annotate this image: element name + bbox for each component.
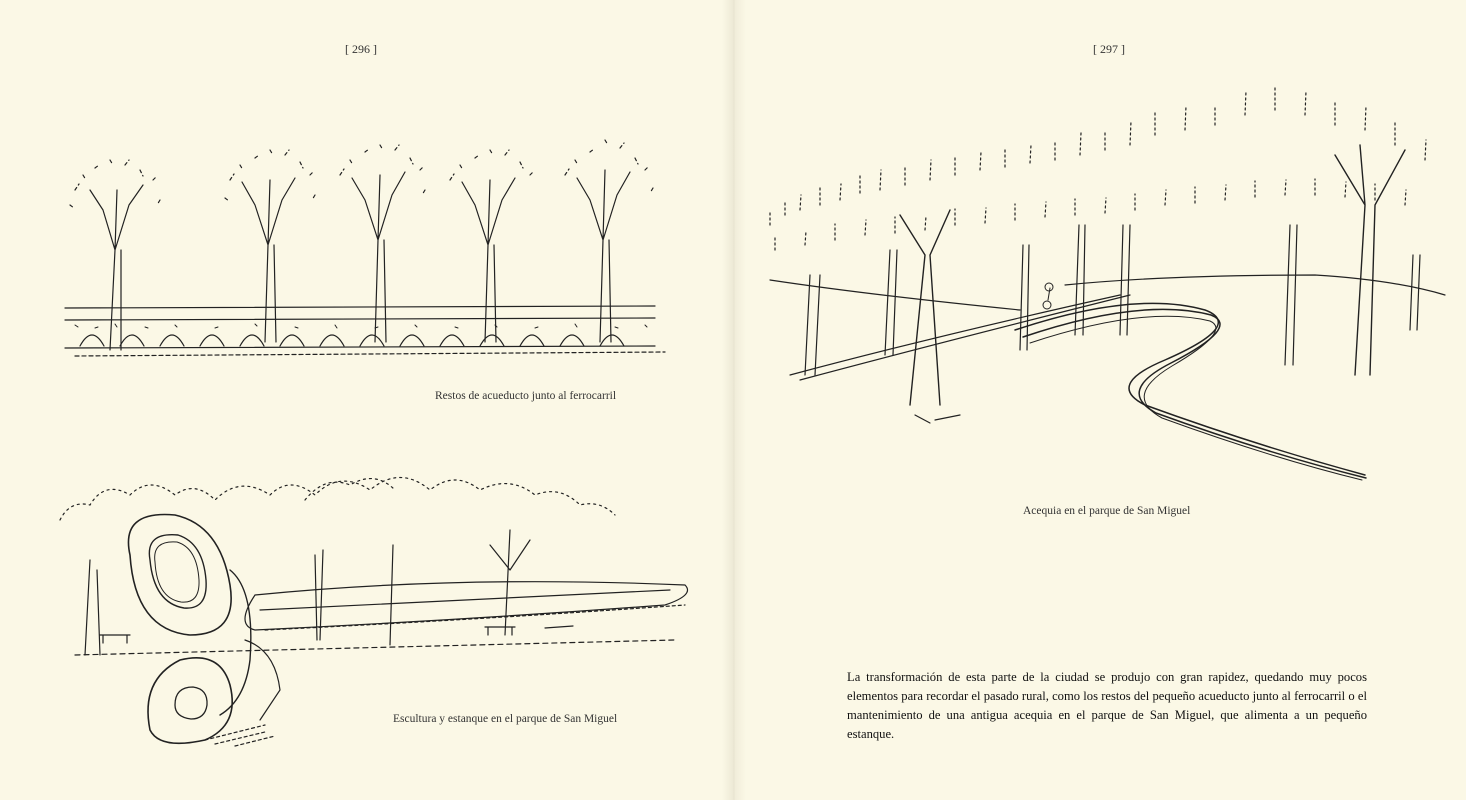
caption-acequia: Acequia en el parque de San Miguel <box>1023 505 1191 517</box>
caption-sculpture: Escultura y estanque en el parque de San Miguel <box>393 713 618 725</box>
book-gutter <box>722 0 746 800</box>
sculpture-pond-sketch <box>55 460 695 750</box>
body-paragraph: La transformación de esta parte de la ciudad se produjo con gran rapidez, quedando muy pocos elementos para recordar el pasado rural, como los restos del pequeño acueducto junto al ferrocarril o el mantenimiento de una antigua acequia en el parque de San Miguel, que alimenta a un pequeño estanque. <box>847 669 1367 741</box>
page-number-left: [ 296 ] <box>345 42 377 56</box>
acequia-sketch <box>765 75 1455 470</box>
aqueduct-sketch <box>55 120 675 370</box>
page-number-right: [ 297 ] <box>1093 42 1125 56</box>
caption-aqueduct: Restos de acueducto junto al ferrocarril <box>435 390 617 402</box>
